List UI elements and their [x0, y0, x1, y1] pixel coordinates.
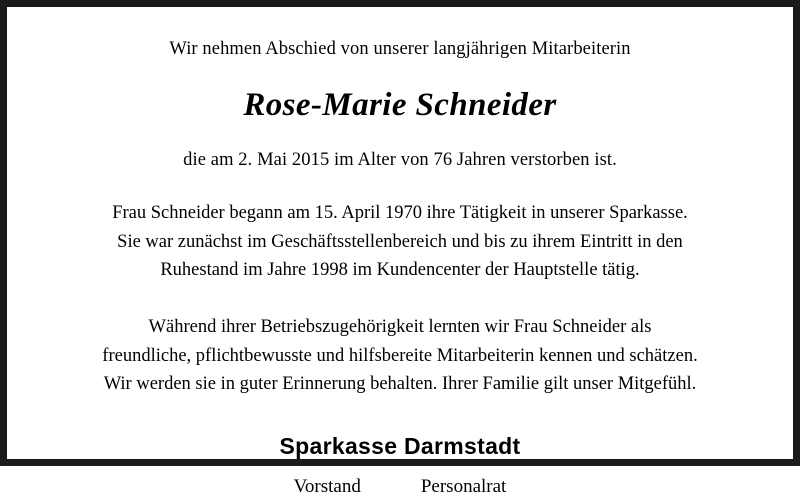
career-paragraph-line: Frau Schneider begann am 15. April 1970 ihre Tätigkeit in unserer Sparkasse.: [112, 203, 688, 224]
signatory-personalrat: Personalrat: [420, 476, 507, 498]
intro-text: Wir nehmen Abschied von unserer langjährigen Mitarbeiterin: [169, 39, 631, 59]
tribute-paragraph: [102, 313, 697, 399]
career-paragraph: [112, 199, 688, 285]
career-paragraph-line: Sie war zunächst im Geschäftsstellenbereich und bis zu ihrem Eintritt in den: [117, 231, 683, 252]
tribute-paragraph-line: freundliche, pflichtbewusste und hilfsbereite Mitarbeiterin kennen und schätzen.: [102, 345, 698, 366]
tribute-paragraph-line: Wir werden sie in guter Erinnerung behalten. Ihrer Familie gilt unser Mitgefühl.: [103, 374, 697, 395]
deceased-name: Rose-Marie Schneider: [243, 87, 557, 124]
organization-name: Sparkasse Darmstadt: [279, 433, 521, 460]
tribute-paragraph-line: Während ihrer Betriebszugehörigkeit lernten wir Frau Schneider als: [148, 317, 652, 338]
death-date-text: die am 2. Mai 2015 im Alter von 76 Jahren verstorben ist.: [183, 150, 617, 171]
signatory-vorstand: Vorstand: [293, 476, 361, 498]
signatories: [294, 476, 507, 498]
career-paragraph-line: Ruhestand im Jahre 1998 im Kundencenter der Hauptstelle tätig.: [160, 260, 640, 281]
